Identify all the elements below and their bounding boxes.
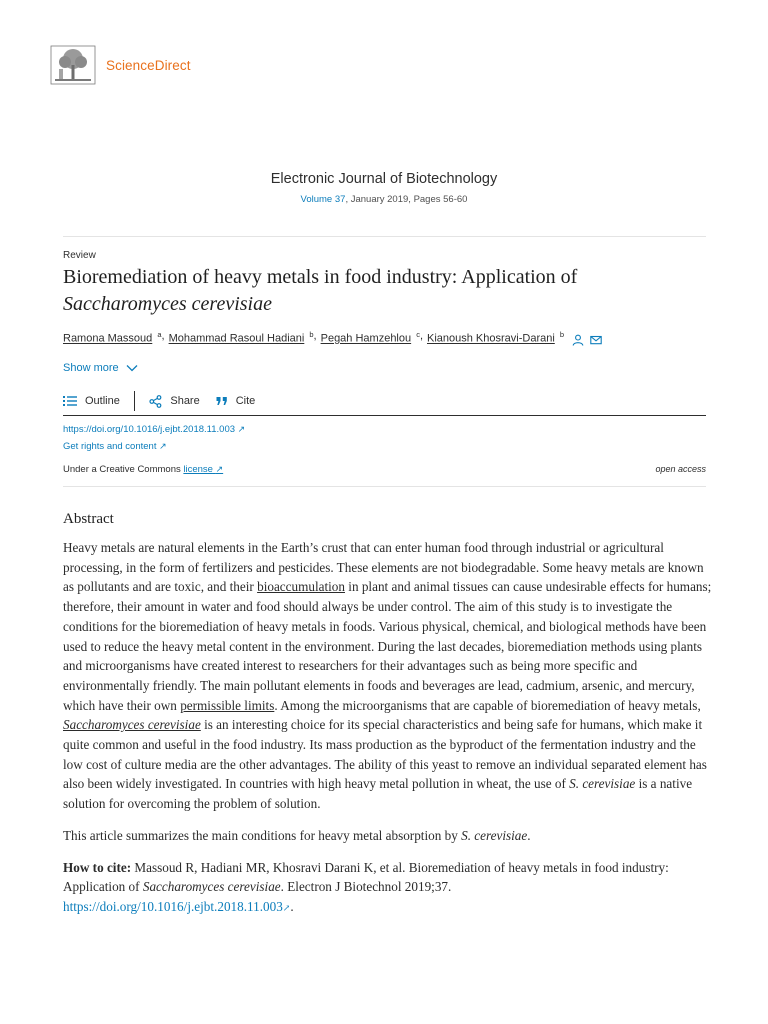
author-name[interactable]: Ramona Massoud [63,332,153,345]
affiliation-marker[interactable]: a [157,330,162,339]
show-more-label: Show more [63,362,119,374]
species-name: S. cerevisiae [569,776,636,792]
cite-label: Cite [235,395,256,407]
rights-link[interactable] [63,441,167,452]
affiliation-marker[interactable]: c [416,330,420,339]
external-link-icon: ↗ [215,464,224,474]
topic-link-bioaccumulation[interactable]: bioaccumulation [257,579,345,595]
sciencedirect-logo[interactable] [50,44,191,86]
topic-link-saccharomyces[interactable]: Saccharomyces cerevisiae [63,717,201,733]
divider [63,486,706,487]
journal-name[interactable]: Electronic Journal of Biotechnology [270,171,498,187]
separator: , [313,330,317,342]
abstract-text: Heavy metals are natural elements in the Earth’s crust that can enter human food through industrial or agricultural processing, in the form of fertilizers and pesticides. These elements are not biodegradable. Some heavy metals are known as pollutants and are toxic, and their [63,540,704,595]
show-more-button[interactable] [63,362,138,374]
author-link[interactable] [63,330,162,345]
issue-info [0,194,768,205]
share-label: Share [170,395,200,407]
title-text: Bioremediation of heavy metals in food industry: Application of [63,266,578,288]
issue-date-pages: , January 2019, Pages 56-60 [345,194,468,205]
chevron-down-icon [126,364,138,372]
abstract-heading: Abstract [63,511,114,527]
abstract-paragraph [63,538,713,814]
outline-label: Outline [85,395,120,407]
quote-icon [216,396,228,406]
author-list [63,330,602,346]
how-to-cite-label: How to cite: [63,859,132,875]
license-notice [63,464,223,475]
citation-text: . [290,898,294,914]
abstract-text: is a native solution for overcoming the problem of solution. [63,776,693,812]
external-link-icon: ↗ [282,902,291,913]
topic-link-permissible-limits[interactable]: permissible limits [180,697,275,713]
person-icon[interactable] [572,334,584,346]
rights-text[interactable]: Get rights and content [63,441,157,452]
citation-doi-text[interactable]: https://doi.org/10.1016/j.ejbt.2018.11.003 [63,898,283,914]
summary-text: This article summarizes the main conditions for heavy metal absorption by [63,827,462,843]
envelope-icon[interactable] [590,334,602,346]
affiliation-marker[interactable]: b [559,330,565,339]
list-icon [63,395,77,407]
article-toolbar [63,390,255,412]
toolbar-underline [63,415,706,416]
outline-button[interactable] [63,395,120,407]
abstract-text: . Among the microorganisms that are capable of bioremediation of heavy metals, [274,697,701,713]
author-link[interactable] [321,330,420,345]
author-name[interactable]: Pegah Hamzehlou [320,332,412,345]
summary-paragraph [63,826,713,846]
separator: , [419,330,423,342]
divider [63,236,706,237]
author-link[interactable] [427,330,564,345]
volume-link[interactable]: Volume 37 [300,194,346,205]
citation-text: . Electron J Biotechnol 2019;37. [280,879,452,895]
affiliation-marker[interactable]: b [309,330,314,339]
cite-button[interactable] [216,395,256,407]
author-name[interactable]: Kianoush Khosravi-Darani [427,332,555,345]
external-link-icon: ↗ [159,441,167,451]
share-button[interactable] [149,395,199,408]
article-type: Review [63,250,96,261]
license-link-text[interactable]: license [183,464,213,475]
species-name: S. cerevisiae [461,827,528,843]
open-access-badge: open access [655,464,706,474]
brand-name: ScienceDirect [106,57,191,73]
license-link[interactable] [183,464,223,475]
citation-doi-link[interactable] [63,899,290,914]
toolbar-divider [134,391,136,411]
author-link[interactable] [169,330,314,345]
species-name: Saccharomyces cerevisiae [142,879,281,895]
how-to-cite-paragraph [63,858,713,919]
external-link-icon: ↗ [237,424,246,434]
separator: , [161,330,165,342]
summary-text: . [527,827,531,843]
doi-text[interactable]: https://doi.org/10.1016/j.ejbt.2018.11.003 [63,424,236,435]
title-species: Saccharomyces cerevisiae [63,293,272,315]
doi-link[interactable] [63,424,245,435]
abstract-body [63,538,713,919]
share-icon [149,395,162,408]
journal-title[interactable] [0,171,768,187]
license-prefix: Under a Creative Commons [63,464,184,475]
article-title [63,264,703,318]
abstract-text: in plant and animal tissues can cause undesirable effects for humans; therefore, their amount in water and food should always be under control. The aim of this study is to investigate the conditions for the bioremediation of heavy metals in foods. Various physical, chemical, and biological methods have been used to reduce the heavy metal content in the environment. During the last decades, bioremediation methods using plants and microorganisms have created interest to researchers for their advantages such as being more specific and environmentally friendly. The main pollutant elements in foods and beverages are lead, cadmium, arsenic, and mercury, which have their own [63,579,712,713]
author-name[interactable]: Mohammad Rasoul Hadiani [168,332,305,345]
citation-text: Massoud R, Hadiani MR, Khosravi Darani K, et al. Bioremediation of heavy metals in food industry: Application of [63,859,669,895]
abstract-text: is an interesting choice for its special characteristics and being safe for humans, which make it quite common and useful in the food industry. Its mass production as the byproduct of the fermentation industry and the low cost of culture media are the other advantages. The ability of this yeast to remove an individual separated element has also been widely investigated. In countries with high heavy metal pollution in wheat, the use of [63,717,707,792]
elsevier-tree-icon [50,45,96,85]
